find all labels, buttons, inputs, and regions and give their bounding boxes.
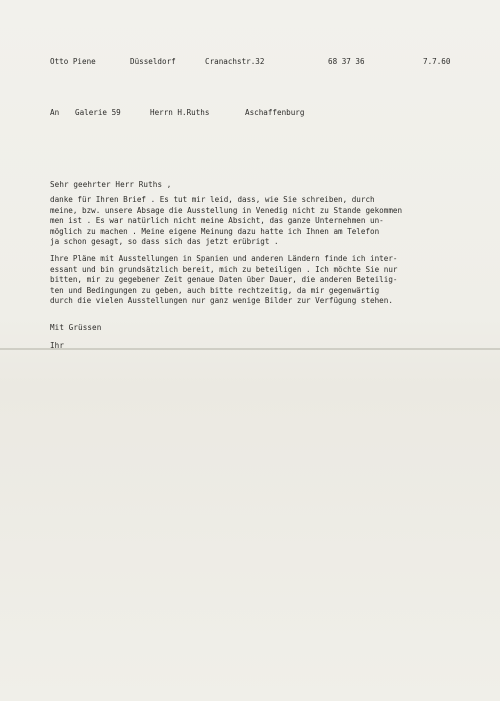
sender-city: Düsseldorf [130, 57, 176, 66]
recipient-name: Herrn H.Ruths [150, 108, 210, 117]
closing: Mit Grüssen [50, 323, 102, 332]
signature-word: Ihr [50, 341, 65, 350]
letterhead [50, 57, 460, 69]
sender-name: Otto Piene [50, 57, 96, 66]
paragraph-line: durch die vielen Ausstellungen nur ganz wenige Bilder zur Verfügung stehen. [50, 296, 393, 306]
recipient-gallery: Galerie 59 [75, 108, 121, 117]
paper-fold-crease [0, 348, 500, 350]
recipient-city: Aschaffenburg [245, 108, 305, 117]
paragraph-line: men ist . Es war natürlich nicht meine Absicht, das ganze Unternehmen un- [50, 216, 384, 226]
paragraph-line: ten und Bedingungen zu geben, auch bitte rechtzeitig, da mir gegenwärtig [50, 285, 380, 295]
paragraph-line: Ihre Pläne mit Ausstellungen in Spanien und anderen Ländern finde ich inter- [50, 254, 398, 263]
paragraph-line: essant und bin grundsätzlich bereit, mich zu beteiligen . Ich möchte Sie nur [50, 264, 398, 274]
paragraph-line: danke für Ihren Brief . Es tut mir leid, dass, wie Sie schreiben, durch [50, 195, 375, 204]
paragraph-line: bitten, mir zu gegebener Zeit genaue Daten über Dauer, die anderen Beteilig- [50, 275, 398, 285]
sender-phone: 68 37 36 [328, 57, 365, 66]
salutation: Sehr geehrter Herr Ruths , [50, 180, 172, 189]
recipient-address [50, 108, 380, 120]
address-prefix: An [50, 108, 60, 117]
paragraph-1 [50, 195, 402, 248]
paragraph-line: meine, bzw. unsere Absage die Ausstellung in Venedig nicht zu Stande gekommen [50, 205, 403, 215]
sender-street: Cranachstr.32 [205, 57, 265, 66]
paragraph-2 [50, 254, 397, 307]
letter-date: 7.7.60 [423, 57, 451, 66]
paragraph-line: möglich zu machen . Meine eigene Meinung dazu hatte ich Ihnen am Telefon [50, 226, 380, 236]
paragraph-line: ja schon gesagt, so dass sich das jetzt erübrigt . [50, 237, 279, 247]
